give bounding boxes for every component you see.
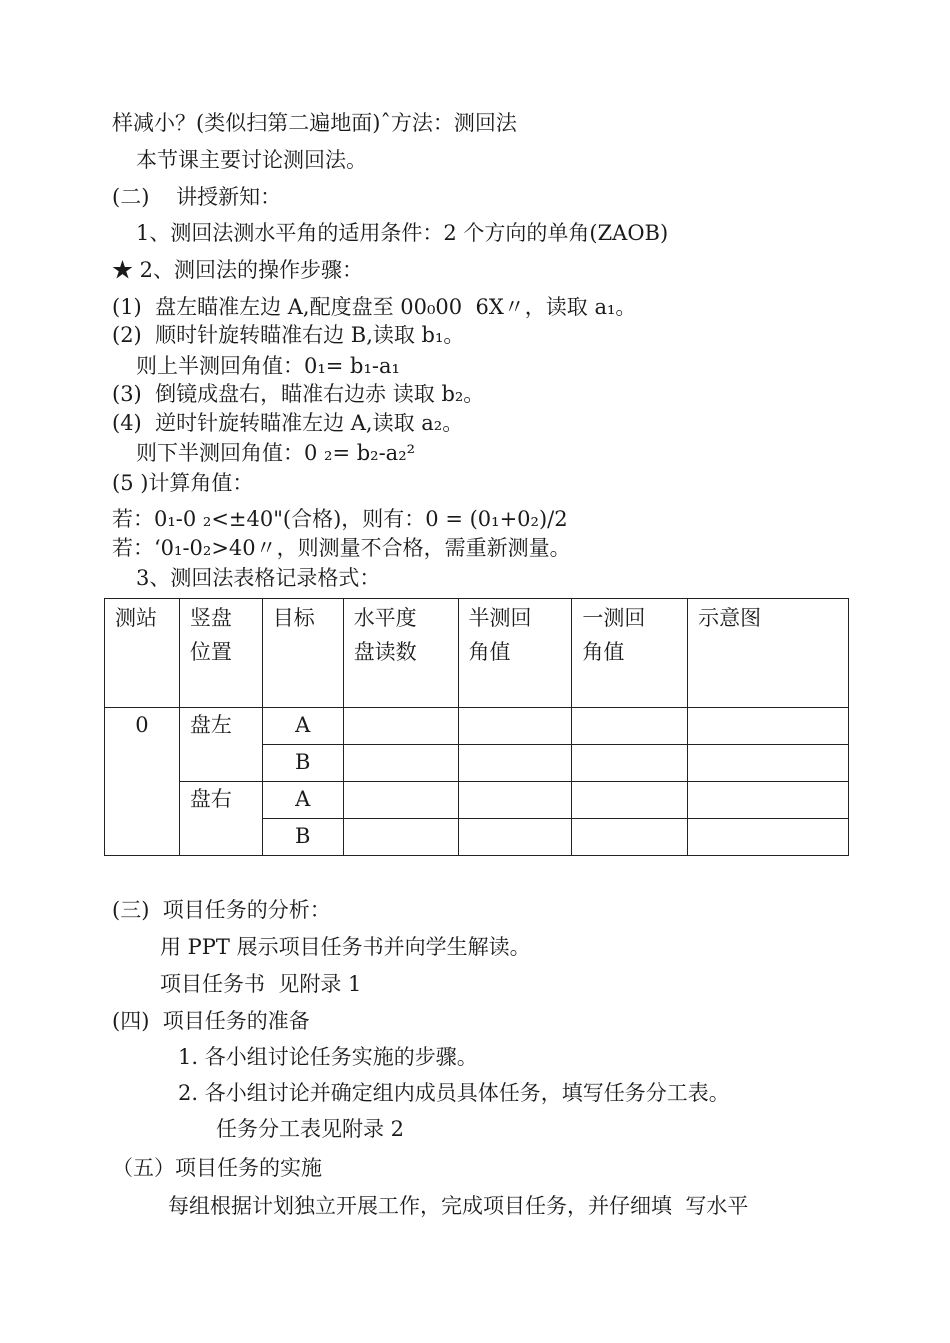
section-heading-5: （五）项目任务的实施 [112, 1156, 322, 1180]
record-table [104, 598, 849, 856]
text-line-20: 1. 各小组讨论任务实施的步骤。 [178, 1045, 478, 1069]
empty-cell [458, 708, 572, 745]
text-line-1: 样减小？(类似扫第二遍地面)ˆ方法：测回法 [112, 111, 517, 135]
empty-cell [572, 745, 688, 782]
table-row [105, 782, 849, 819]
text-line-22: 任务分工表见附录 2 [216, 1117, 405, 1141]
target-cell: A [262, 782, 343, 819]
text-line-17: 用 PPT 展示项目任务书并向学生解读。 [160, 935, 531, 959]
empty-cell [343, 708, 458, 745]
empty-cell [343, 745, 458, 782]
target-cell: A [262, 708, 343, 745]
empty-cell [572, 708, 688, 745]
target-cell: B [262, 819, 343, 856]
empty-cell [343, 819, 458, 856]
table-row [105, 708, 849, 745]
condition-pass: 若：0₁-0 ₂<±40"(合格)，则有：0 = (0₁+0₂)/2 [112, 507, 568, 531]
text-line-4: 1、测回法测水平角的适用条件：2 个方向的单角(ZAOB) [136, 221, 669, 245]
text-line-2: 本节课主要讨论测回法。 [136, 148, 367, 172]
header-position: 竖盘 位置 [179, 599, 262, 708]
text-line-21: 2. 各小组讨论并确定组内成员具体任务，填写任务分工表。 [178, 1081, 730, 1105]
empty-cell [688, 782, 849, 819]
section-heading-3: (三) 项目任务的分析： [112, 898, 331, 922]
table-header-row [105, 599, 849, 708]
step-4: (4) 逆时针旋转瞄准左边 A,读取 a₂。 [112, 411, 464, 435]
station-cell: 0 [105, 708, 180, 856]
text-line-15: 3、测回法表格记录格式： [136, 566, 381, 590]
empty-cell [458, 782, 572, 819]
header-full-angle: 一测回 角值 [572, 599, 688, 708]
header-target: 目标 [262, 599, 343, 708]
empty-cell [688, 819, 849, 856]
condition-fail: 若：‘0₁-0₂>40〃，则测量不合格，需重新测量。 [112, 536, 571, 560]
step-5: (5 )计算角值： [112, 471, 254, 495]
header-half-angle: 半测回 角值 [458, 599, 572, 708]
header-reading: 水平度 盘读数 [343, 599, 458, 708]
section-heading-4: (四) 项目任务的准备 [112, 1009, 310, 1033]
text-line-24: 每组根据计划独立开展工作，完成项目任务，并仔细填 写水平 [168, 1194, 749, 1218]
empty-cell [688, 708, 849, 745]
empty-cell [572, 782, 688, 819]
empty-cell [688, 745, 849, 782]
left-face-cell: 盘左 [179, 708, 262, 782]
right-face-cell: 盘右 [179, 782, 262, 856]
header-station: 测站 [105, 599, 180, 708]
target-cell: B [262, 745, 343, 782]
step-3: (3) 倒镜成盘右，瞄准右边赤 读取 b₂。 [112, 382, 485, 406]
empty-cell [572, 819, 688, 856]
step-2: (2) 顺时针旋转瞄准右边 B,读取 b₁。 [112, 323, 465, 347]
section-heading-2: (二) 讲授新知： [112, 185, 282, 209]
header-sketch: 示意图 [688, 599, 849, 708]
empty-cell [458, 745, 572, 782]
formula-upper-half: 则上半测回角值：0₁= b₁-a₁ [136, 354, 400, 378]
step-1: (1) 盘左瞄准左边 A,配度盘至 00₀00 6X〃，读取 a₁。 [112, 295, 637, 319]
empty-cell [458, 819, 572, 856]
text-line-5: ★ 2、测回法的操作步骤： [112, 258, 364, 282]
empty-cell [343, 782, 458, 819]
text-line-18: 项目任务书 见附录 1 [160, 972, 362, 996]
formula-lower-half: 则下半测回角值：0 ₂= b₂-a₂² [136, 441, 416, 465]
